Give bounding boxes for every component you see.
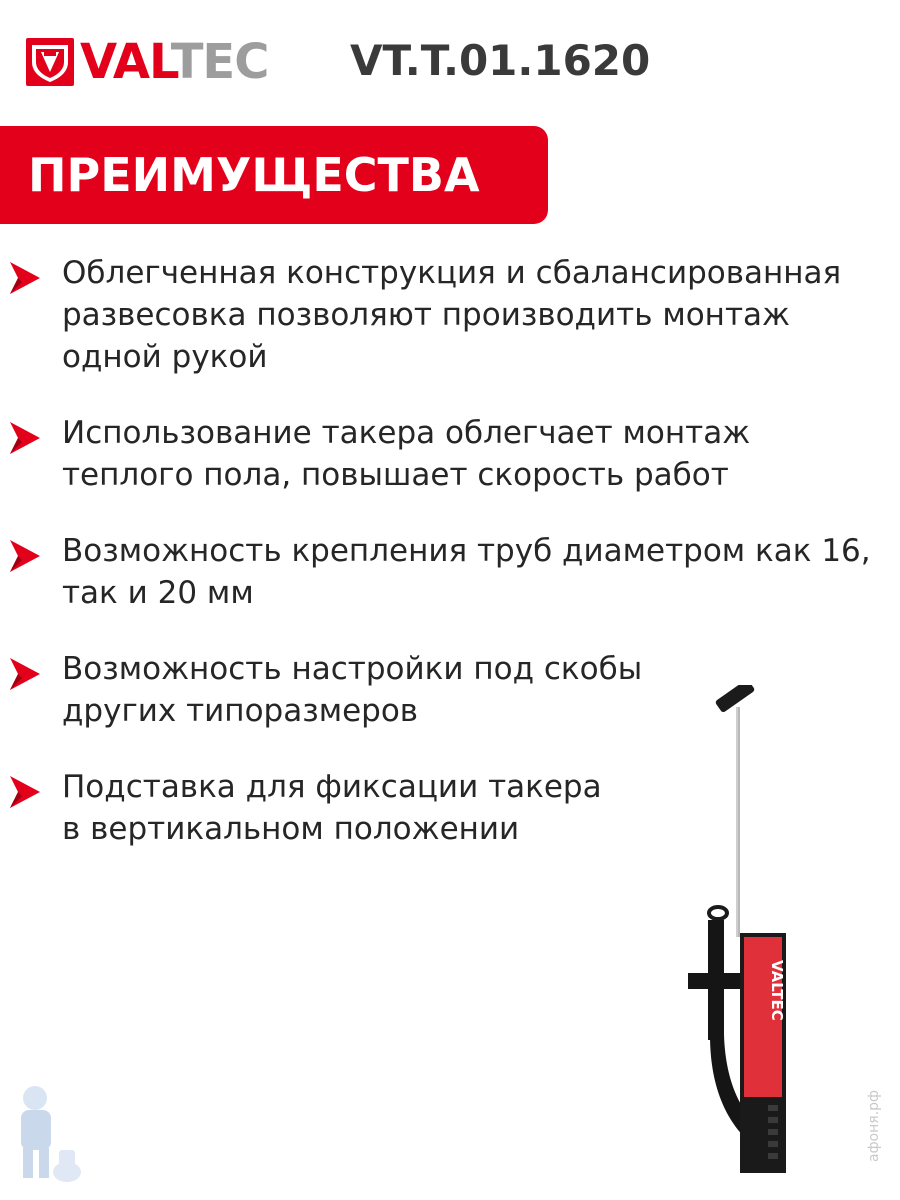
arrow-bullet-icon: [8, 538, 42, 574]
arrow-bullet-icon: [8, 774, 42, 810]
arrow-bullet-icon: [8, 420, 42, 456]
valtec-shield-icon: [26, 38, 74, 86]
feature-text: Возможность крепления труб диаметром как 16, так и 20 мм: [62, 533, 871, 611]
feature-item: [0, 412, 900, 496]
logo-val-text: VAL: [80, 34, 171, 90]
feature-item: [0, 530, 900, 614]
model-number: VT.T.01.1620: [350, 36, 651, 85]
logo-tec-text: TEC: [170, 34, 269, 90]
feature-text: Возможность настройки под скобы других типоразмеров: [62, 651, 643, 729]
watermark: афоня.рф: [866, 1090, 882, 1162]
banner-title: ПРЕИМУЩЕСТВА: [28, 148, 480, 202]
arrow-bullet-icon: [8, 260, 42, 296]
feature-item: [0, 252, 900, 378]
logo-wordmark: [80, 34, 269, 90]
feature-text: Облегченная конструкция и сбалансированная развесовка позволяют производить монтаж одной рукой: [62, 255, 842, 375]
tacker-tool-image: [680, 685, 820, 1185]
tool-body-label: VALTEC: [768, 960, 786, 1021]
feature-text: Использование такера облегчает монтаж теплого пола, повышает скорость работ: [62, 415, 751, 493]
section-banner: [0, 126, 548, 224]
feature-text: Подставка для фиксации такера в вертикальном положении: [62, 769, 602, 847]
plumber-mascot-icon: [5, 1080, 85, 1190]
brand-logo: [26, 34, 269, 90]
arrow-bullet-icon: [8, 656, 42, 692]
